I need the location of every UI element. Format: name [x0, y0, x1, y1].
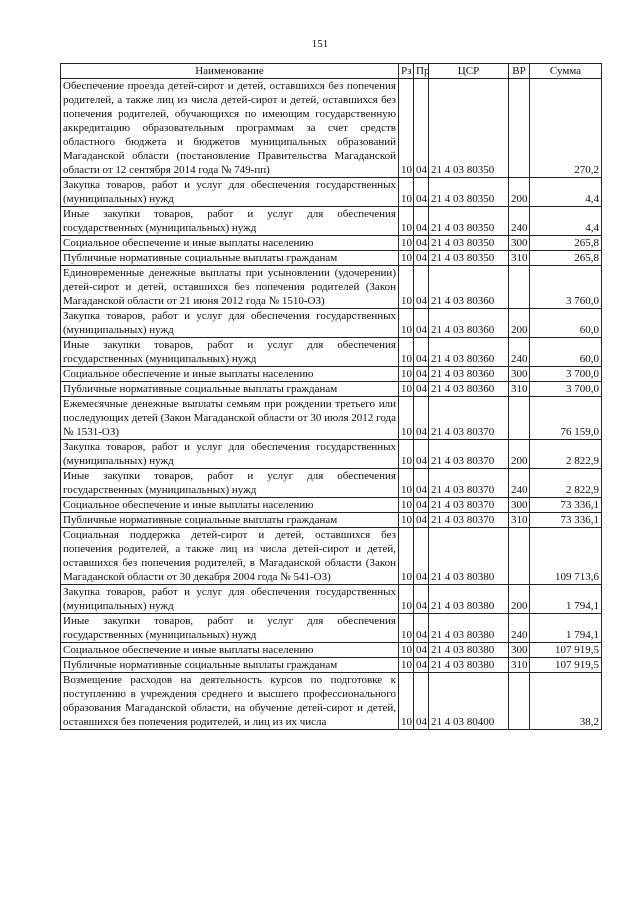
row-csr: 21 4 03 80370 [429, 498, 509, 513]
row-rz: 10 [399, 528, 414, 585]
row-name: Иные закупки товаров, работ и услуг для обеспечения государственных (муниципальных) нужд [61, 469, 399, 498]
row-vr: 200 [509, 309, 530, 338]
table-row [61, 498, 602, 513]
row-rz: 10 [399, 658, 414, 673]
row-vr: 300 [509, 236, 530, 251]
page-number: 151 [311, 38, 329, 50]
row-rz: 10 [399, 513, 414, 528]
table-row [61, 528, 602, 585]
row-name: Закупка товаров, работ и услуг для обеспечения государственных (муниципальных) нужд [61, 178, 399, 207]
row-vr: 300 [509, 643, 530, 658]
row-name: Иные закупки товаров, работ и услуг для обеспечения государственных (муниципальных) нужд [61, 338, 399, 367]
table-row [61, 614, 602, 643]
row-csr: 21 4 03 80350 [429, 79, 509, 178]
row-sum: 38,2 [530, 673, 602, 730]
row-rz: 10 [399, 178, 414, 207]
row-rz: 10 [399, 266, 414, 309]
header-pr: Пр [414, 64, 429, 79]
row-pr: 04 [414, 338, 429, 367]
row-vr: 200 [509, 585, 530, 614]
header-rz: Рз [399, 64, 414, 79]
row-csr: 21 4 03 80380 [429, 643, 509, 658]
row-pr: 04 [414, 585, 429, 614]
row-pr: 04 [414, 251, 429, 266]
row-sum: 265,8 [530, 236, 602, 251]
table-row [61, 440, 602, 469]
row-vr: 310 [509, 658, 530, 673]
table-header-row [61, 64, 602, 79]
row-pr: 04 [414, 178, 429, 207]
row-sum: 60,0 [530, 338, 602, 367]
header-csr: ЦСР [429, 64, 509, 79]
header-sum: Сумма [530, 64, 602, 79]
row-rz: 10 [399, 469, 414, 498]
row-sum: 3 700,0 [530, 382, 602, 397]
row-name: Публичные нормативные социальные выплаты гражданам [61, 382, 399, 397]
table-row [61, 178, 602, 207]
row-vr: 240 [509, 338, 530, 367]
row-csr: 21 4 03 80380 [429, 528, 509, 585]
row-sum: 107 919,5 [530, 643, 602, 658]
row-rz: 10 [399, 673, 414, 730]
row-csr: 21 4 03 80350 [429, 236, 509, 251]
row-csr: 21 4 03 80370 [429, 469, 509, 498]
row-pr: 04 [414, 498, 429, 513]
row-rz: 10 [399, 382, 414, 397]
row-pr: 04 [414, 397, 429, 440]
row-rz: 10 [399, 236, 414, 251]
row-pr: 04 [414, 207, 429, 236]
row-pr: 04 [414, 513, 429, 528]
row-pr: 04 [414, 79, 429, 178]
row-csr: 21 4 03 80350 [429, 207, 509, 236]
row-name: Закупка товаров, работ и услуг для обеспечения государственных (муниципальных) нужд [61, 585, 399, 614]
row-vr: 240 [509, 614, 530, 643]
row-rz: 10 [399, 338, 414, 367]
row-pr: 04 [414, 236, 429, 251]
table-row [61, 658, 602, 673]
row-rz: 10 [399, 367, 414, 382]
table-row [61, 585, 602, 614]
row-name: Закупка товаров, работ и услуг для обеспечения государственных (муниципальных) нужд [61, 309, 399, 338]
table-row [61, 251, 602, 266]
row-vr [509, 266, 530, 309]
row-name: Возмещение расходов на деятельность курсов по подготовке к поступлению в учреждения среднего и высшего профессионального образования Магаданской области, на обучение детей-сирот и детей, оставшихся без попечения родителей, и лиц из их числа [61, 673, 399, 730]
row-name: Иные закупки товаров, работ и услуг для обеспечения государственных (муниципальных) нужд [61, 614, 399, 643]
row-vr: 200 [509, 440, 530, 469]
row-csr: 21 4 03 80370 [429, 440, 509, 469]
row-sum: 2 822,9 [530, 440, 602, 469]
row-pr: 04 [414, 643, 429, 658]
row-csr: 21 4 03 80370 [429, 513, 509, 528]
row-pr: 04 [414, 673, 429, 730]
row-vr [509, 528, 530, 585]
table-row [61, 207, 602, 236]
row-rz: 10 [399, 397, 414, 440]
row-vr [509, 673, 530, 730]
row-name: Ежемесячные денежные выплаты семьям при рождении третьего или последующих детей (Закон Магаданской области от 30 июля 2012 года № 1531-ОЗ) [61, 397, 399, 440]
row-name: Социальное обеспечение и иные выплаты населению [61, 367, 399, 382]
table-row [61, 338, 602, 367]
row-rz: 10 [399, 440, 414, 469]
row-vr [509, 397, 530, 440]
row-name: Социальное обеспечение и иные выплаты населению [61, 643, 399, 658]
row-csr: 21 4 03 80360 [429, 309, 509, 338]
row-vr: 300 [509, 498, 530, 513]
row-name: Иные закупки товаров, работ и услуг для обеспечения государственных (муниципальных) нужд [61, 207, 399, 236]
row-name: Социальная поддержка детей-сирот и детей, оставшихся без попечения родителей, а также лиц из числа детей-сирот и детей, оставшихся без попечения родителей, в Магаданской области (Закон Магаданской области от 30 декабря 2004 года № 541-ОЗ) [61, 528, 399, 585]
row-rz: 10 [399, 309, 414, 338]
row-rz: 10 [399, 585, 414, 614]
row-vr: 310 [509, 251, 530, 266]
row-sum: 4,4 [530, 207, 602, 236]
header-name: Наименование [61, 64, 399, 79]
row-name: Публичные нормативные социальные выплаты гражданам [61, 658, 399, 673]
row-pr: 04 [414, 658, 429, 673]
row-csr: 21 4 03 80380 [429, 658, 509, 673]
row-csr: 21 4 03 80380 [429, 614, 509, 643]
row-sum: 107 919,5 [530, 658, 602, 673]
row-rz: 10 [399, 498, 414, 513]
header-vr: ВР [509, 64, 530, 79]
row-csr: 21 4 03 80400 [429, 673, 509, 730]
row-rz: 10 [399, 614, 414, 643]
table-row [61, 236, 602, 251]
row-name: Социальное обеспечение и иные выплаты населению [61, 498, 399, 513]
table-row [61, 469, 602, 498]
row-sum: 265,8 [530, 251, 602, 266]
row-vr: 310 [509, 513, 530, 528]
table-row [61, 367, 602, 382]
row-pr: 04 [414, 469, 429, 498]
row-sum: 1 794,1 [530, 614, 602, 643]
budget-table [60, 63, 602, 730]
row-sum: 4,4 [530, 178, 602, 207]
row-csr: 21 4 03 80380 [429, 585, 509, 614]
row-csr: 21 4 03 80360 [429, 266, 509, 309]
table-row [61, 513, 602, 528]
table-row [61, 673, 602, 730]
table-row [61, 643, 602, 658]
row-name: Закупка товаров, работ и услуг для обеспечения государственных (муниципальных) нужд [61, 440, 399, 469]
table-row [61, 266, 602, 309]
row-csr: 21 4 03 80360 [429, 382, 509, 397]
row-vr [509, 79, 530, 178]
row-pr: 04 [414, 440, 429, 469]
row-sum: 73 336,1 [530, 498, 602, 513]
table-row [61, 397, 602, 440]
row-pr: 04 [414, 528, 429, 585]
row-sum: 76 159,0 [530, 397, 602, 440]
row-vr: 310 [509, 382, 530, 397]
row-rz: 10 [399, 207, 414, 236]
row-name: Обеспечение проезда детей-сирот и детей, оставшихся без попечения родителей, а также лиц из числа детей-сирот и детей, оставшихся без попечения родителей, обучающихся по имеющим государственную аккредитацию образовательным программам за счет средств областного бюджета и бюджетов муниципальных образований Магаданской области (постановление Правительства Магаданской области от 12 сентября 2014 года № 749-пп) [61, 79, 399, 178]
row-sum: 73 336,1 [530, 513, 602, 528]
row-pr: 04 [414, 309, 429, 338]
row-rz: 10 [399, 251, 414, 266]
row-rz: 10 [399, 643, 414, 658]
row-vr: 200 [509, 178, 530, 207]
row-sum: 3 700,0 [530, 367, 602, 382]
row-pr: 04 [414, 614, 429, 643]
table-body [61, 79, 602, 730]
row-sum: 1 794,1 [530, 585, 602, 614]
row-sum: 109 713,6 [530, 528, 602, 585]
row-sum: 3 760,0 [530, 266, 602, 309]
row-pr: 04 [414, 266, 429, 309]
row-csr: 21 4 03 80360 [429, 338, 509, 367]
row-name: Публичные нормативные социальные выплаты гражданам [61, 251, 399, 266]
row-csr: 21 4 03 80360 [429, 367, 509, 382]
row-csr: 21 4 03 80370 [429, 397, 509, 440]
row-pr: 04 [414, 382, 429, 397]
row-sum: 60,0 [530, 309, 602, 338]
row-csr: 21 4 03 80350 [429, 178, 509, 207]
row-sum: 270,2 [530, 79, 602, 178]
row-vr: 300 [509, 367, 530, 382]
row-pr: 04 [414, 367, 429, 382]
row-name: Социальное обеспечение и иные выплаты населению [61, 236, 399, 251]
row-sum: 2 822,9 [530, 469, 602, 498]
row-vr: 240 [509, 469, 530, 498]
row-name: Публичные нормативные социальные выплаты гражданам [61, 513, 399, 528]
table-row [61, 382, 602, 397]
row-vr: 240 [509, 207, 530, 236]
row-name: Единовременные денежные выплаты при усыновлении (удочерении) детей-сирот и детей, оставшихся без попечения родителей (Закон Магаданской области от 21 июня 2012 года № 1510-ОЗ) [61, 266, 399, 309]
table-row [61, 309, 602, 338]
row-csr: 21 4 03 80350 [429, 251, 509, 266]
row-rz: 10 [399, 79, 414, 178]
table-row [61, 79, 602, 178]
